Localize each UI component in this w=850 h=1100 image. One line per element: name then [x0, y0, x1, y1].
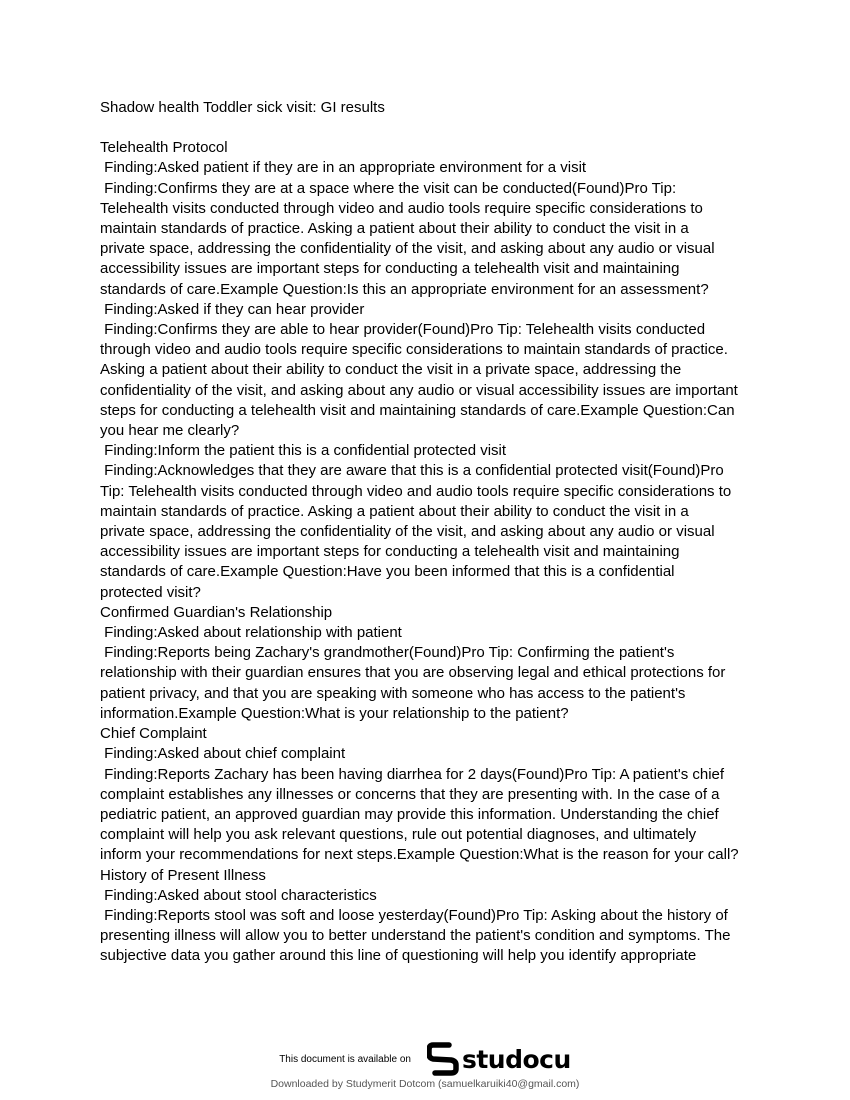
text-line: steps for conducting a telehealth visit and maintaining standards of care.Example Question:Can [100, 401, 735, 419]
text-line: History of Present Illness [100, 866, 266, 884]
footer-branding [0, 1040, 850, 1078]
document-body [100, 98, 755, 967]
text-line: private space, addressing the confidentiality of the visit, and asking about any audio or visual [100, 240, 715, 258]
text-line: patient privacy, and that you are speaking with someone who has access to the patient's [100, 684, 686, 702]
studocu-wordmark: studocu [461, 1044, 571, 1074]
text-line: subjective data you gather around this line of questioning will help you identify appropriate [100, 947, 697, 965]
text-line: you hear me clearly? [100, 422, 240, 440]
text-line: inform your recommendations for next steps.Example Question:What is the reason for your call? [100, 846, 739, 864]
text-line: maintain standards of practice. Asking a patient about their ability to conduct the visit in a [100, 502, 689, 520]
text-line: protected visit? [100, 583, 201, 601]
studocu-s-icon [427, 1042, 459, 1076]
available-text: This document is available on [279, 1053, 411, 1065]
text-line: Tip: Telehealth visits conducted through video and audio tools require specific considerations to [100, 482, 732, 500]
text-line: Finding:Asked if they can hear provider [100, 300, 365, 318]
download-notice: Downloaded by Studymerit Dotcom (samuelkaruiki40@gmail.com) [270, 1078, 580, 1090]
text-line: Telehealth Protocol [100, 139, 228, 157]
document-lines [100, 138, 755, 966]
text-line: information.Example Question:What is your relationship to the patient? [100, 704, 569, 722]
text-line: Finding:Asked about relationship with patient [100, 624, 402, 642]
text-line: accessibility issues are important steps for conducting a telehealth visit and maintaining [100, 260, 680, 278]
text-line: Confirmed Guardian's Relationship [100, 603, 333, 621]
text-line: private space, addressing the confidentiality of the visit, and asking about any audio or visual [100, 523, 715, 541]
text-line: Finding:Reports being Zachary's grandmother(Found)Pro Tip: Confirming the patient's [100, 644, 675, 662]
text-line: relationship with their guardian ensures that you are observing legal and ethical protections for [100, 664, 726, 682]
text-line: confidentiality of the visit, and asking about any audio or visual accessibility issues are important [100, 381, 738, 399]
text-line: maintain standards of practice. Asking a patient about their ability to conduct the visit in a [100, 220, 689, 238]
text-line: presenting illness will allow you to better understand the patient's condition and symptoms. The [100, 927, 731, 945]
text-line: Finding:Confirms they are at a space where the visit can be conducted(Found)Pro Tip: [100, 179, 677, 197]
studocu-logo[interactable] [427, 1042, 571, 1076]
text-line: standards of care.Example Question:Have you been informed that this is a confidential [100, 563, 675, 581]
text-line: Finding:Asked about chief complaint [100, 745, 346, 763]
text-line: standards of care.Example Question:Is this an appropriate environment for an assessment? [100, 280, 709, 298]
text-line: through video and audio tools require specific considerations to maintain standards of practice. [100, 341, 728, 359]
text-line: Finding:Asked about stool characteristics [100, 886, 377, 904]
spacer [100, 118, 755, 138]
text-line: Finding:Asked patient if they are in an appropriate environment for a visit [100, 159, 587, 177]
text-line: Chief Complaint [100, 725, 207, 743]
text-line: complaint will help you ask relevant questions, rule out potential diagnoses, and ultimately [100, 826, 697, 844]
document-title: Shadow health Toddler sick visit: GI results [100, 99, 385, 116]
text-line: Finding:Reports stool was soft and loose yesterday(Found)Pro Tip: Asking about the history of [100, 906, 728, 924]
text-line: Telehealth visits conducted through video and audio tools require specific considerations to [100, 199, 703, 217]
text-line: Finding:Reports Zachary has been having diarrhea for 2 days(Found)Pro Tip: A patient's chief [100, 765, 725, 783]
text-line: Finding:Confirms they are able to hear provider(Found)Pro Tip: Telehealth visits conducted [100, 321, 706, 339]
text-line: Asking a patient about their ability to conduct the visit in a private space, addressing the [100, 361, 682, 379]
text-line: Finding:Inform the patient this is a confidential protected visit [100, 442, 507, 460]
text-line: accessibility issues are important steps for conducting a telehealth visit and maintaining [100, 543, 680, 561]
text-line: complaint establishes any illnesses or concerns that they are presenting with. In the case of a [100, 785, 720, 803]
text-line: pediatric patient, an approved guardian may provide this information. Understanding the chief [100, 805, 719, 823]
footer [0, 1040, 850, 1090]
text-line: Finding:Acknowledges that they are aware that this is a confidential protected visit(Found)Pro [100, 462, 724, 480]
